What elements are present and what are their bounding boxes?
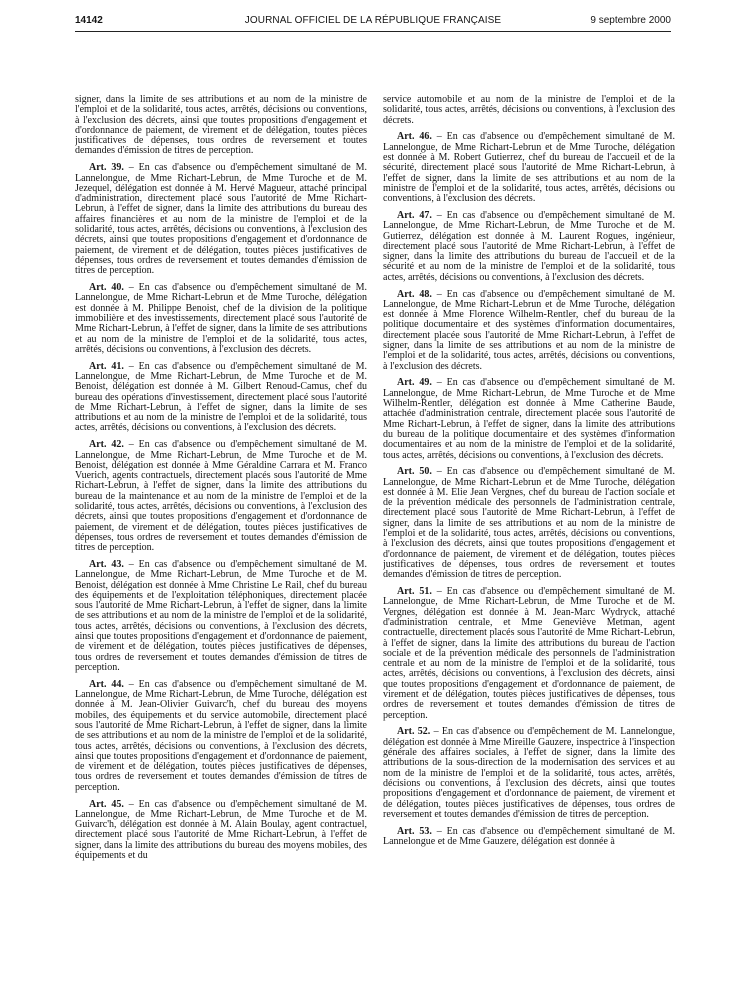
article-paragraph xyxy=(75,95,367,157)
article-paragraph xyxy=(75,283,367,355)
article-text: – En cas d'absence ou d'empêchement simultané de M. Lannelongue, de Mme Richart-Lebrun, de Mme Turoche et de M. Vergnes, délégation est donnée à M. Jean-Marc Wydryck, attaché d'administration centrale, et Mme Geneviève Metman, agent contractuelle, directement placés sous l'autorité de Mme Richart-Lebrun, à l'effet de signer, dans la limite des attributions du bureau de l'action sociale et de la prévention médicale des personnels de l'administration centrale et au nom de la ministre de l'emploi et de la solidarité, tous actes, arrêtés, décisions ou conventions, à l'exclusion des décrets, ainsi que toutes propositions d'engagement et d'ordonnance de paiement, de virement et de délégation, toutes pièces justificatives de dépenses, tous ordres de reversement et toutes demandes d'émission de titres de perception. xyxy=(383,586,675,721)
article-paragraph xyxy=(383,827,675,848)
article-text: – En cas d'absence ou d'empêchement simultané de M. Lannelongue, de Mme Richart-Lebrun, de Mme Turoche et de M. Gutierrez, délégation est donnée à M. Laurent Rogues, ingénieur, directement placé sous l'autorité de Mme Richart-Lebrun, à l'effet de signer, dans la limite des attributions du bureau de l'accueil et de la sécurité et au nom de la ministre de l'emploi et de la solidarité, tous actes, arrêtés, décisions ou conventions, à l'exclusion des décrets. xyxy=(383,209,675,283)
article-paragraph xyxy=(75,163,367,276)
article-paragraph xyxy=(383,587,675,721)
right-column xyxy=(383,95,675,985)
article-text: – En cas d'absence ou d'empêchement simultané de M. Lannelongue, de Mme Richart-Lebrun et de Mme Turoche, délégation est donnée à M. Elie Jean Vergnes, chef du bureau de l'action sociale et de la prévention médicale des personnels de l'administration centrale, directement placé sous l'autorité de Mme Richart-Lebrun, à l'effet de signer, dans la limite de ses attributions et au nom de la ministre de l'emploi et de la solidarité, tous actes, arrêtés, décisions ou conventions, à l'exclusion des décrets, ainsi que toutes propositions d'engagement et d'ordonnance de paiement, de virement et de délégation, toutes pièces justificatives de dépenses, tous ordres de reversement et toutes demandes d'émission de titres de perception. xyxy=(383,466,675,581)
article-paragraph xyxy=(75,680,367,793)
article-number: Art. 50. xyxy=(397,466,432,478)
article-number: Art. 53. xyxy=(397,825,432,837)
article-text: – En cas d'absence ou d'empêchement simultané de M. Lannelongue, de Mme Richart-Lebrun, de Mme Turoche et de Mme Wilhelm-Rentler, délégation est donnée à Mme Catherine Baude, attachée d'administration centrale, directement placée sous l'autorité de Mme Richart-Lebrun, à l'effet de signer, dans la limite des attributions du bureau de la politique documentaire et des systèmes d'information documentaires et au nom de la ministre de l'emploi et de la solidarité, tous actes, arrêtés, décisions ou conventions, à l'exclusion des décrets. xyxy=(383,377,675,461)
article-text: – En cas d'absence ou d'empêchement simultané de M. Lannelongue, de Mme Richart-Lebrun et de Mme Turoche, délégation est donnée à M. Philippe Benoist, chef de la division de la politique immobilière et des investissements, directement placé sous l'autorité de Mme Richart-Lebrun, à l'effet de signer, dans la limite de ses attributions et au nom de la ministre de l'emploi et de la solidarité, tous actes, arrêtés, décisions ou conventions, à l'exclusion des décrets. xyxy=(75,282,367,355)
article-text: – En cas d'absence ou d'empêchement simultané de M. Lannelongue, de Mme Richart-Lebrun, de Mme Turoche, délégation est donnée à M. Jean-Olivier Guivarc'h, chef du bureau des moyens mobiles, des équipements et du service automobile, directement placé sous l'autorité de Mme Richart-Lebrun, à l'effet de signer, dans la limite de ses attributions et au nom de la ministre de l'emploi et de la solidarité, tous actes, arrêtés, décisions ou conventions, à l'exclusion des décrets, ainsi que toutes propositions d'engagement et d'ordonnance de paiement, de virement et de délégation, toutes pièces justificatives de dépenses, tous ordres de reversement et toutes demandes d'émission de titres de perception. xyxy=(75,678,367,793)
article-paragraph xyxy=(383,132,675,204)
article-text: – En cas d'absence ou d'empêchement simultané de M. Lannelongue, de Mme Richart-Lebrun, de Mme Turoche et de M. Jezequel, délégation est donnée à M. Hervé Magueur, attaché principal d'administration, directement placé sous l'autorité de Mme Richart-Lebrun, à l'effet de signer, dans la limite des attributions du bureau des affaires financières et au nom de la ministre de l'emploi et de la solidarité, tous actes, arrêtés, décisions ou conventions, à l'exclusion des décrets, ainsi que toutes propositions d'engagement et d'ordonnance de paiement, de virement et de délégation, toutes pièces justificatives de dépenses, tous ordres de reversement et toutes demandes d'émission de titres de perception. xyxy=(75,162,367,277)
article-text: service automobile et au nom de la ministre de l'emploi et de la solidarité, tous actes, arrêtés, décisions ou conventions, à l'exclusion des décrets. xyxy=(383,95,675,126)
article-paragraph xyxy=(75,800,367,862)
article-number: Art. 42. xyxy=(89,439,124,451)
article-text: – En cas d'absence ou d'empêchement de M. Lannelongue, délégation est donnée à Mme Mireille Gauzere, inspectrice à l'inspection générale des affaires sociales, à l'effet de signer, dans la limite des attributions de la sous-direction de la modernisation des services et au nom de la ministre de l'emploi et de la solidarité, tous actes, arrêtés, décisions ou conventions, à l'exclusion des décrets, ainsi que toutes propositions d'engagement et d'ordonnance de paiement, de virement et de délégation, toutes pièces justificatives de dépenses, tous ordres de reversement et toutes demandes d'émission de titres de perception. xyxy=(383,726,675,820)
article-paragraph xyxy=(383,211,675,283)
article-number: Art. 47. xyxy=(397,209,432,221)
article-text: – En cas d'absence ou d'empêchement simultané de M. Lannelongue, de Mme Richart-Lebrun et de Mme Turoche, délégation est donnée à Mme Florence Wilhelm-Rentler, chef du bureau de la politique documentaire et des systèmes d'information documentaires, directement placée sous l'autorité de Mme Richart-Lebrun, à l'effet de signer, dans la limite de ses attributions et au nom de la ministre de l'emploi et de la solidarité, tous actes, arrêtés, décisions ou conventions, à l'exclusion des décrets. xyxy=(383,288,675,372)
article-number: Art. 46. xyxy=(397,131,432,143)
left-column xyxy=(75,95,367,985)
article-number: Art. 49. xyxy=(397,377,432,389)
article-text: – En cas d'absence ou d'empêchement simultané de M. Lannelongue, de Mme Richart-Lebrun et de Mme Turoche, délégation est donnée à M. Robert Gutierrez, chef du bureau de l'accueil et de la sécurité, directement placé sous l'autorité de Mme Richart-Lebrun, à l'effet de signer, dans la limite de ses attributions et au nom de la ministre de l'emploi et de la solidarité, tous actes, arrêtés, décisions ou conventions, à l'exclusion des décrets. xyxy=(383,131,675,205)
article-number: Art. 41. xyxy=(89,360,124,372)
page-number: 14142 xyxy=(75,15,103,26)
article-number: Art. 43. xyxy=(89,558,124,570)
article-paragraph xyxy=(75,560,367,673)
article-text: signer, dans la limite de ses attributions et au nom de la ministre de l'emploi et de la solidarité, tous actes, arrêtés, décisions ou conventions, à l'exclusion des décrets, ainsi que toutes propositions d'engagement et d'ordonnance de paiement, de virement et de délégation, toutes pièces justificatives de dépenses, tous ordres de reversement et toutes demandes d'émission de titres de perception. xyxy=(75,95,367,157)
article-text: – En cas d'absence ou d'empêchement simultané de M. Lannelongue, de Mme Richart-Lebrun, de Mme Turoche et de M. Benoist, délégation est donnée à M. Gilbert Renoud-Camus, chef du bureau des opérations d'investissement, directement placé sous l'autorité de Mme Richart-Lebrun, à l'effet de signer, dans la limite de ses attributions et au nom de la ministre de l'emploi et de la solidarité, tous actes, arrêtés, décisions ou conventions, à l'exclusion des décrets. xyxy=(75,360,367,434)
article-text: – En cas d'absence ou d'empêchement simultané de M. Lannelongue, de Mme Richart-Lebrun, de Mme Turoche et de M. Guivarc'h, délégation est donnée à M. Alain Boulay, agent contractuel, directement placé sous l'autorité de Mme Richart-Lebrun, à l'effet de signer, dans la limite des attributions du bureau des moyens mobiles, des équipements et du xyxy=(75,798,367,861)
article-paragraph xyxy=(383,95,675,126)
article-number: Art. 48. xyxy=(397,288,432,300)
header-rule xyxy=(75,31,671,32)
article-number: Art. 45. xyxy=(89,798,124,810)
article-number: Art. 52. xyxy=(397,726,431,738)
publication-date: 9 septembre 2000 xyxy=(590,15,671,26)
article-paragraph xyxy=(383,378,675,460)
page-header xyxy=(75,15,671,29)
article-paragraph xyxy=(383,290,675,372)
journal-title: JOURNAL OFFICIEL DE LA RÉPUBLIQUE FRANÇAISE xyxy=(244,15,502,26)
article-text: – En cas d'absence ou d'empêchement simultané de M. Lannelongue, de Mme Richart-Lebrun, de Mme Turoche et de M. Benoist, délégation est donnée à Mme Géraldine Carrara et M. Franco Vuerich, agents contractuels, directement placés sous l'autorité de Mme Richart-Lebrun, à l'effet de signer, dans la limite des attributions du bureau de la maintenance et au nom de la ministre de l'emploi et de la solidarité, tous actes, arrêtés, décisions ou conventions, à l'exclusion des décrets, ainsi que toutes propositions d'engagement et d'ordonnance de paiement, de virement et de délégation, toutes pièces justificatives de dépenses, tous ordres de reversement et toutes demandes d'émission de titres de perception. xyxy=(75,439,367,554)
article-text: – En cas d'absence ou d'empêchement simultané de M. Lannelongue, de Mme Richart-Lebrun, de Mme Turoche et de M. Benoist, délégation est donnée à Mme Christine Le Rail, chef du bureau des équipements et de l'exploitation téléphoniques, directement placée sous l'autorité de Mme Richart-Lebrun, à l'effet de signer, dans la limite de ses attributions et au nom de la ministre de l'emploi et de la solidarité, tous actes, arrêtés, décisions ou conventions, à l'exclusion des décrets, ainsi que toutes propositions d'engagement et d'ordonnance de paiement, de virement et de délégation, toutes pièces justificatives de dépenses, tous ordres de reversement et toutes demandes d'émission de titres de perception. xyxy=(75,558,367,673)
article-number: Art. 44. xyxy=(89,678,124,690)
article-number: Art. 51. xyxy=(397,586,432,598)
article-paragraph xyxy=(383,727,675,820)
article-text: – En cas d'absence ou d'empêchement simultané de M. Lannelongue et de Mme Gauzere, délégation est donnée à xyxy=(383,825,675,847)
article-number: Art. 40. xyxy=(89,282,124,294)
article-number: Art. 39. xyxy=(89,162,124,174)
article-paragraph xyxy=(75,362,367,434)
article-paragraph xyxy=(75,440,367,553)
article-paragraph xyxy=(383,467,675,580)
